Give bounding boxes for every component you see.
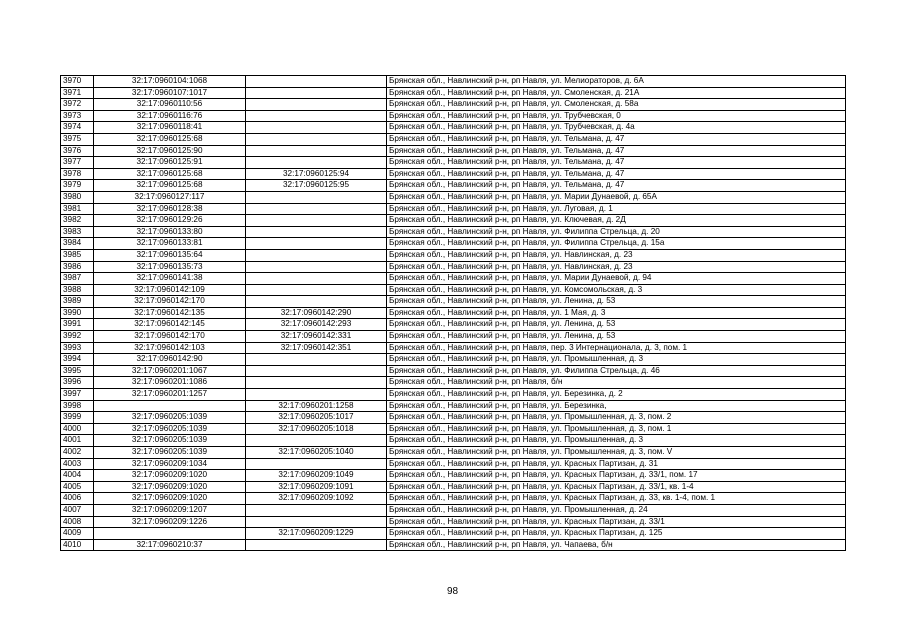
row-number-cell: 4008 xyxy=(61,516,94,528)
cadastral-number-cell: 32:17:0960209:1226 xyxy=(94,516,246,528)
address-cell: Брянская обл., Навлинский р-н, рп Навля, ул. Ленина, д. 53 xyxy=(387,319,846,331)
row-number-cell: 3983 xyxy=(61,226,94,238)
row-number-cell: 4003 xyxy=(61,458,94,470)
row-number-cell: 3988 xyxy=(61,284,94,296)
table-row xyxy=(61,458,846,470)
row-number-cell: 4002 xyxy=(61,447,94,459)
cadastral-number-cell: 32:17:0960127:117 xyxy=(94,191,246,203)
table-row xyxy=(61,157,846,169)
cadastral-number-cell: 32:17:0960125:90 xyxy=(94,145,246,157)
related-cadastral-number-cell xyxy=(246,389,387,401)
related-cadastral-number-cell xyxy=(246,226,387,238)
address-cell: Брянская обл., Навлинский р-н, рп Навля, ул. Ключевая, д. 2Д xyxy=(387,215,846,227)
cadastral-number-cell: 32:17:0960125:91 xyxy=(94,157,246,169)
address-cell: Брянская обл., Навлинский р-н, рп Навля, ул. Филиппа Стрельца, д. 46 xyxy=(387,365,846,377)
related-cadastral-number-cell xyxy=(246,99,387,111)
cadastral-number-cell: 32:17:0960210:37 xyxy=(94,539,246,551)
cadastral-number-cell: 32:17:0960116:76 xyxy=(94,110,246,122)
cadastral-number-cell: 32:17:0960142:103 xyxy=(94,342,246,354)
table-row xyxy=(61,87,846,99)
address-cell: Брянская обл., Навлинский р-н, рп Навля, ул. Красных Партизан, д. 31 xyxy=(387,458,846,470)
address-cell: Брянская обл., Навлинский р-н, рп Навля, ул. Тельмана, д. 47 xyxy=(387,145,846,157)
row-number-cell: 3998 xyxy=(61,400,94,412)
table-row xyxy=(61,296,846,308)
related-cadastral-number-cell: 32:17:0960142:351 xyxy=(246,342,387,354)
address-cell: Брянская обл., Навлинский р-н, рп Навля, ул. Навлинская, д. 23 xyxy=(387,261,846,273)
table-row xyxy=(61,493,846,505)
row-number-cell: 3984 xyxy=(61,238,94,250)
address-cell: Брянская обл., Навлинский р-н, рп Навля, ул. Красных Партизан, д. 33/1 xyxy=(387,516,846,528)
related-cadastral-number-cell xyxy=(246,458,387,470)
address-cell: Брянская обл., Навлинский р-н, рп Навля, ул. Промышленная, д. 3, пом. V xyxy=(387,447,846,459)
address-cell: Брянская обл., Навлинский р-н, рп Навля, ул. Ленина, д. 53 xyxy=(387,296,846,308)
cadastral-number-cell: 32:17:0960125:68 xyxy=(94,180,246,192)
cadastral-number-cell: 32:17:0960107:1017 xyxy=(94,87,246,99)
row-number-cell: 3974 xyxy=(61,122,94,134)
cadastral-number-cell: 32:17:0960201:1067 xyxy=(94,365,246,377)
row-number-cell: 3991 xyxy=(61,319,94,331)
address-cell: Брянская обл., Навлинский р-н, рп Навля, ул. Красных Партизан, д. 33/1, кв. 1-4 xyxy=(387,481,846,493)
row-number-cell: 4001 xyxy=(61,435,94,447)
address-cell: Брянская обл., Навлинский р-н, рп Навля, ул. Смоленская, д. 58а xyxy=(387,99,846,111)
address-cell: Брянская обл., Навлинский р-н, рп Навля, ул. Промышленная, д. 3 xyxy=(387,435,846,447)
cadastral-number-cell: 32:17:0960128:38 xyxy=(94,203,246,215)
table-row xyxy=(61,412,846,424)
address-cell: Брянская обл., Навлинский р-н, рп Навля, ул. Трубчевская, д. 4а xyxy=(387,122,846,134)
table-row xyxy=(61,423,846,435)
table-row xyxy=(61,76,846,88)
row-number-cell: 3994 xyxy=(61,354,94,366)
address-cell: Брянская обл., Навлинский р-н, рп Навля, ул. 1 Мая, д. 3 xyxy=(387,307,846,319)
row-number-cell: 3980 xyxy=(61,191,94,203)
related-cadastral-number-cell xyxy=(246,435,387,447)
table-row xyxy=(61,238,846,250)
row-number-cell: 4004 xyxy=(61,470,94,482)
row-number-cell: 3979 xyxy=(61,180,94,192)
cadastral-number-cell: 32:17:0960104:1068 xyxy=(94,76,246,88)
row-number-cell: 3982 xyxy=(61,215,94,227)
related-cadastral-number-cell xyxy=(246,261,387,273)
related-cadastral-number-cell xyxy=(246,249,387,261)
related-cadastral-number-cell: 32:17:0960125:94 xyxy=(246,168,387,180)
row-number-cell: 3995 xyxy=(61,365,94,377)
cadastral-number-cell: 32:17:0960205:1039 xyxy=(94,423,246,435)
table-row xyxy=(61,447,846,459)
cadastral-number-cell: 32:17:0960118:41 xyxy=(94,122,246,134)
cadastral-number-cell: 32:17:0960141:38 xyxy=(94,273,246,285)
table-row xyxy=(61,504,846,516)
page-number: 98 xyxy=(446,586,459,597)
address-cell: Брянская обл., Навлинский р-н, рп Навля, ул. Навлинская, д. 23 xyxy=(387,249,846,261)
cadastral-number-cell: 32:17:0960142:145 xyxy=(94,319,246,331)
address-cell: Брянская обл., Навлинский р-н, рп Навля, б/н xyxy=(387,377,846,389)
row-number-cell: 3992 xyxy=(61,331,94,343)
related-cadastral-number-cell: 32:17:0960142:331 xyxy=(246,331,387,343)
row-number-cell: 3987 xyxy=(61,273,94,285)
table-row xyxy=(61,284,846,296)
table-row xyxy=(61,481,846,493)
registry-table xyxy=(60,75,846,551)
row-number-cell: 3990 xyxy=(61,307,94,319)
related-cadastral-number-cell: 32:17:0960125:95 xyxy=(246,180,387,192)
row-number-cell: 3989 xyxy=(61,296,94,308)
related-cadastral-number-cell xyxy=(246,122,387,134)
address-cell: Брянская обл., Навлинский р-н, рп Навля, ул. Смоленская, д. 21А xyxy=(387,87,846,99)
cadastral-number-cell: 32:17:0960110:56 xyxy=(94,99,246,111)
related-cadastral-number-cell xyxy=(246,238,387,250)
row-number-cell: 4005 xyxy=(61,481,94,493)
cadastral-number-cell: 32:17:0960201:1257 xyxy=(94,389,246,401)
related-cadastral-number-cell xyxy=(246,354,387,366)
cadastral-number-cell: 32:17:0960205:1039 xyxy=(94,435,246,447)
row-number-cell: 3981 xyxy=(61,203,94,215)
address-cell: Брянская обл., Навлинский р-н, рп Навля, ул. Филиппа Стрельца, д. 20 xyxy=(387,226,846,238)
table-row xyxy=(61,435,846,447)
row-number-cell: 3986 xyxy=(61,261,94,273)
related-cadastral-number-cell xyxy=(246,284,387,296)
table-row xyxy=(61,400,846,412)
cadastral-number-cell: 32:17:0960142:90 xyxy=(94,354,246,366)
table-row xyxy=(61,261,846,273)
table-row xyxy=(61,273,846,285)
table-row xyxy=(61,110,846,122)
address-cell: Брянская обл., Навлинский р-н, рп Навля, ул. Ленина, д. 53 xyxy=(387,331,846,343)
cadastral-number-cell: 32:17:0960209:1020 xyxy=(94,470,246,482)
table-row xyxy=(61,516,846,528)
row-number-cell: 4010 xyxy=(61,539,94,551)
related-cadastral-number-cell: 32:17:0960209:1092 xyxy=(246,493,387,505)
address-cell: Брянская обл., Навлинский р-н, рп Навля, ул. Промышленная, д. 24 xyxy=(387,504,846,516)
cadastral-number-cell: 32:17:0960125:68 xyxy=(94,133,246,145)
address-cell: Брянская обл., Навлинский р-н, рп Навля, ул. Трубчевская, 0 xyxy=(387,110,846,122)
cadastral-number-cell: 32:17:0960142:170 xyxy=(94,296,246,308)
related-cadastral-number-cell: 32:17:0960205:1018 xyxy=(246,423,387,435)
table-row xyxy=(61,470,846,482)
related-cadastral-number-cell xyxy=(246,504,387,516)
related-cadastral-number-cell xyxy=(246,203,387,215)
row-number-cell: 3977 xyxy=(61,157,94,169)
row-number-cell: 3975 xyxy=(61,133,94,145)
row-number-cell: 4000 xyxy=(61,423,94,435)
table-row xyxy=(61,122,846,134)
cadastral-number-cell: 32:17:0960205:1039 xyxy=(94,412,246,424)
row-number-cell: 4009 xyxy=(61,528,94,540)
cadastral-number-cell: 32:17:0960142:135 xyxy=(94,307,246,319)
address-cell: Брянская обл., Навлинский р-н, рп Навля, ул. Чапаева, б/н xyxy=(387,539,846,551)
related-cadastral-number-cell: 32:17:0960209:1049 xyxy=(246,470,387,482)
row-number-cell: 3997 xyxy=(61,389,94,401)
related-cadastral-number-cell xyxy=(246,76,387,88)
address-cell: Брянская обл., Навлинский р-н, рп Навля, ул. Марии Дунаевой, д. 65А xyxy=(387,191,846,203)
address-cell: Брянская обл., Навлинский р-н, рп Навля, ул. Луговая, д. 1 xyxy=(387,203,846,215)
related-cadastral-number-cell: 32:17:0960201:1258 xyxy=(246,400,387,412)
registry-table-body xyxy=(61,76,846,551)
table-row xyxy=(61,342,846,354)
cadastral-number-cell xyxy=(94,528,246,540)
cadastral-number-cell: 32:17:0960129:26 xyxy=(94,215,246,227)
row-number-cell: 3971 xyxy=(61,87,94,99)
related-cadastral-number-cell xyxy=(246,110,387,122)
cadastral-number-cell xyxy=(94,400,246,412)
table-row xyxy=(61,145,846,157)
related-cadastral-number-cell xyxy=(246,87,387,99)
table-row xyxy=(61,389,846,401)
related-cadastral-number-cell: 32:17:0960209:1091 xyxy=(246,481,387,493)
address-cell: Брянская обл., Навлинский р-н, рп Навля, ул. Тельмана, д. 47 xyxy=(387,157,846,169)
cadastral-number-cell: 32:17:0960209:1020 xyxy=(94,481,246,493)
related-cadastral-number-cell xyxy=(246,215,387,227)
row-number-cell: 3993 xyxy=(61,342,94,354)
row-number-cell: 3996 xyxy=(61,377,94,389)
table-row xyxy=(61,354,846,366)
related-cadastral-number-cell xyxy=(246,273,387,285)
cadastral-number-cell: 32:17:0960135:73 xyxy=(94,261,246,273)
cadastral-number-cell: 32:17:0960133:81 xyxy=(94,238,246,250)
table-row xyxy=(61,191,846,203)
row-number-cell: 3976 xyxy=(61,145,94,157)
related-cadastral-number-cell: 32:17:0960205:1040 xyxy=(246,447,387,459)
related-cadastral-number-cell xyxy=(246,377,387,389)
cadastral-number-cell: 32:17:0960209:1020 xyxy=(94,493,246,505)
related-cadastral-number-cell xyxy=(246,191,387,203)
row-number-cell: 4007 xyxy=(61,504,94,516)
address-cell: Брянская обл., Навлинский р-н, рп Навля, ул. Красных Партизан, д. 33, кв. 1-4, пом. 1 xyxy=(387,493,846,505)
row-number-cell: 3970 xyxy=(61,76,94,88)
cadastral-number-cell: 32:17:0960135:64 xyxy=(94,249,246,261)
table-row xyxy=(61,331,846,343)
address-cell: Брянская обл., Навлинский р-н, рп Навля, ул. Промышленная, д. 3, пом. 2 xyxy=(387,412,846,424)
address-cell: Брянская обл., Навлинский р-н, рп Навля, ул. Тельмана, д. 47 xyxy=(387,133,846,145)
related-cadastral-number-cell: 32:17:0960142:290 xyxy=(246,307,387,319)
table-row xyxy=(61,168,846,180)
table-row xyxy=(61,539,846,551)
table-row xyxy=(61,203,846,215)
related-cadastral-number-cell xyxy=(246,516,387,528)
cadastral-number-cell: 32:17:0960205:1039 xyxy=(94,447,246,459)
related-cadastral-number-cell xyxy=(246,133,387,145)
related-cadastral-number-cell: 32:17:0960209:1229 xyxy=(246,528,387,540)
table-row xyxy=(61,528,846,540)
address-cell: Брянская обл., Навлинский р-н, рп Навля, ул. Тельмана, д. 47 xyxy=(387,168,846,180)
address-cell: Брянская обл., Навлинский р-н, рп Навля, ул. Тельмана, д. 47 xyxy=(387,180,846,192)
table-row xyxy=(61,99,846,111)
address-cell: Брянская обл., Навлинский р-н, рп Навля, ул. Марии Дунаевой, д. 94 xyxy=(387,273,846,285)
row-number-cell: 3999 xyxy=(61,412,94,424)
cadastral-number-cell: 32:17:0960142:109 xyxy=(94,284,246,296)
cadastral-number-cell: 32:17:0960133:80 xyxy=(94,226,246,238)
cadastral-number-cell: 32:17:0960209:1207 xyxy=(94,504,246,516)
row-number-cell: 3985 xyxy=(61,249,94,261)
cadastral-number-cell: 32:17:0960201:1086 xyxy=(94,377,246,389)
table-row xyxy=(61,249,846,261)
address-cell: Брянская обл., Навлинский р-н, рп Навля, ул. Комсомольская, д. 3 xyxy=(387,284,846,296)
row-number-cell: 4006 xyxy=(61,493,94,505)
cadastral-number-cell: 32:17:0960125:68 xyxy=(94,168,246,180)
address-cell: Брянская обл., Навлинский р-н, рп Навля, ул. Промышленная, д. 3 xyxy=(387,354,846,366)
related-cadastral-number-cell: 32:17:0960205:1017 xyxy=(246,412,387,424)
table-row xyxy=(61,365,846,377)
address-cell: Брянская обл., Навлинский р-н, рп Навля, ул. Красных Партизан, д. 33/1, пом. 17 xyxy=(387,470,846,482)
table-row xyxy=(61,377,846,389)
table-row xyxy=(61,307,846,319)
address-cell: Брянская обл., Навлинский р-н, рп Навля, ул. Березинка, д. 2 xyxy=(387,389,846,401)
row-number-cell: 3972 xyxy=(61,99,94,111)
address-cell: Брянская обл., Навлинский р-н, рп Навля, ул. Березинка, xyxy=(387,400,846,412)
table-row xyxy=(61,226,846,238)
address-cell: Брянская обл., Навлинский р-н, рп Навля, ул. Филиппа Стрельца, д. 15а xyxy=(387,238,846,250)
related-cadastral-number-cell xyxy=(246,296,387,308)
cadastral-number-cell: 32:17:0960142:170 xyxy=(94,331,246,343)
address-cell: Брянская обл., Навлинский р-н, рп Навля, ул. Промышленная, д. 3, пом. 1 xyxy=(387,423,846,435)
table-row xyxy=(61,133,846,145)
cadastral-number-cell: 32:17:0960209:1034 xyxy=(94,458,246,470)
address-cell: Брянская обл., Навлинский р-н, рп Навля, пер. 3 Интернационала, д. 3, пом. 1 xyxy=(387,342,846,354)
table-row xyxy=(61,180,846,192)
related-cadastral-number-cell xyxy=(246,365,387,377)
row-number-cell: 3978 xyxy=(61,168,94,180)
address-cell: Брянская обл., Навлинский р-н, рп Навля, ул. Красных Партизан, д. 125 xyxy=(387,528,846,540)
related-cadastral-number-cell: 32:17:0960142:293 xyxy=(246,319,387,331)
related-cadastral-number-cell xyxy=(246,157,387,169)
table-row xyxy=(61,319,846,331)
related-cadastral-number-cell xyxy=(246,145,387,157)
row-number-cell: 3973 xyxy=(61,110,94,122)
table-row xyxy=(61,215,846,227)
address-cell: Брянская обл., Навлинский р-н, рп Навля, ул. Мелиораторов, д. 6А xyxy=(387,76,846,88)
related-cadastral-number-cell xyxy=(246,539,387,551)
